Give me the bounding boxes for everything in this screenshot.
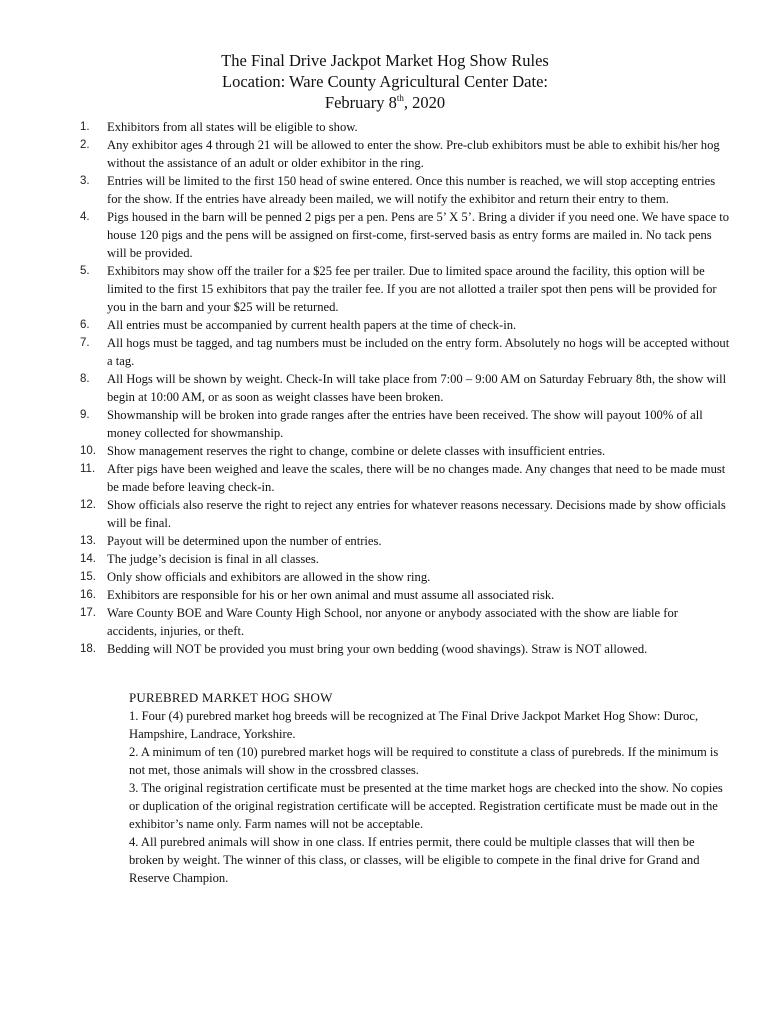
rule-text: Showmanship will be broken into grade ranges after the entries have been received. The show will payout 100% of all money collected for showmanship. [107, 408, 703, 440]
rule-number: 14. [80, 553, 96, 565]
rule-number: 17. [80, 607, 96, 619]
rule-text: Any exhibitor ages 4 through 21 will be allowed to enter the show. Pre-club exhibitors must be able to exhibit his/her hog without the assistance of an adult or older exhibitor in the ring. [107, 138, 720, 170]
title-date-month: February 8 [324, 93, 397, 112]
rule-text: Show management reserves the right to change, combine or delete classes with insufficient entries. [107, 444, 606, 458]
rule-item [0, 136, 770, 172]
rule-text: All entries must be accompanied by current health papers at the time of check-in. [107, 318, 517, 332]
rule-item [0, 568, 770, 586]
rule-item [0, 532, 770, 550]
rule-number: 1. [80, 121, 90, 133]
rule-text: Payout will be determined upon the number of entries. [107, 534, 382, 548]
purebred-section [129, 689, 729, 887]
title-date-year: , 2020 [403, 93, 446, 112]
rule-text: Bedding will NOT be provided you must bring your own bedding (wood shavings). Straw is NOT allowed. [107, 642, 648, 656]
rule-item [0, 118, 770, 136]
purebred-paragraph: 1. Four (4) purebred market hog breeds will be recognized at The Final Drive Jackpot Market Hog Show: Duroc, Hampshire, Landrace, Yorkshire. [129, 709, 699, 741]
rule-item [0, 460, 770, 496]
rule-item [0, 208, 770, 262]
purebred-paragraph: 2. A minimum of ten (10) purebred market hogs will be required to constitute a class of purebreds. If the minimum is not met, those animals will show in the crossbred classes. [129, 745, 719, 777]
rule-text: After pigs have been weighed and leave the scales, there will be no changes made. Any changes that need to be made must be made before leaving check-in. [107, 462, 726, 494]
rule-number: 2. [80, 139, 90, 151]
rule-number: 10. [80, 445, 96, 457]
rule-item [0, 172, 770, 208]
rule-item [0, 334, 770, 370]
rule-number: 12. [80, 499, 96, 511]
rule-number: 4. [80, 211, 90, 223]
rule-text: Ware County BOE and Ware County High School, nor anyone or anybody associated with the show are liable for accidents, injuries, or theft. [107, 606, 678, 638]
rule-number: 16. [80, 589, 96, 601]
rule-item [0, 496, 770, 532]
rules-list [0, 118, 770, 658]
rule-number: 8. [80, 373, 90, 385]
rule-text: Entries will be limited to the first 150 head of swine entered. Once this number is reached, we will stop accepting entries for the show. If the entries have already been mailed, we will notify the exhibitor and return their entry to them. [107, 174, 716, 206]
rule-item [0, 316, 770, 334]
rule-item [0, 406, 770, 442]
purebred-heading: PUREBRED MARKET HOG SHOW [129, 690, 333, 705]
rule-item [0, 442, 770, 460]
rule-number: 15. [80, 571, 96, 583]
purebred-paragraph: 4. All purebred animals will show in one class. If entries permit, there could be multiple classes that will then be broken by weight. The winner of this class, or classes, will be eligible to compete in the final drive for Grand and Reserve Champion. [129, 835, 700, 885]
rule-number: 9. [80, 409, 90, 421]
rule-text: Show officials also reserve the right to reject any entries for whatever reasons necessary. Decisions made by show officials will be final. [107, 498, 726, 530]
rule-item [0, 550, 770, 568]
document-title [0, 50, 770, 113]
rule-item [0, 262, 770, 316]
rule-number: 7. [80, 337, 90, 349]
rule-number: 5. [80, 265, 90, 277]
title-line-3 [0, 92, 770, 113]
rule-text: The judge’s decision is final in all classes. [107, 552, 319, 566]
rule-text: Exhibitors from all states will be eligible to show. [107, 120, 358, 134]
rule-text: Exhibitors may show off the trailer for a $25 fee per trailer. Due to limited space around the facility, this option will be limited to the first 15 exhibitors that pay the trailer fee. If you are not allotted a trailer spot then pens will be provided for you in the barn and your $25 will be returned. [107, 264, 717, 314]
rule-text: Exhibitors are responsible for his or her own animal and must assume all associated risk. [107, 588, 555, 602]
rule-item [0, 586, 770, 604]
rule-number: 6. [80, 319, 90, 331]
title-line-1: The Final Drive Jackpot Market Hog Show Rules [221, 51, 549, 70]
rule-item [0, 640, 770, 658]
rule-text: Pigs housed in the barn will be penned 2 pigs per a pen. Pens are 5’ X 5’. Bring a divider if you need one. We have space to house 120 pigs and the pens will be assigned on first-come, first-served basis as entry forms are mailed in. No tack pens will be provided. [107, 210, 730, 260]
purebred-paragraph: 3. The original registration certificate must be presented at the time market hogs are checked into the show. No copies or duplication of the original registration certificate will be accepted. Registration certificate must be made out in the exhibitor’s name only. Farm names will not be acceptable. [129, 781, 723, 831]
rule-item [0, 604, 770, 640]
title-date-suffix: th [396, 92, 404, 103]
rule-text: All Hogs will be shown by weight. Check-In will take place from 7:00 – 9:00 AM on Saturday February 8th, the show will begin at 10:00 AM, or as soon as weight classes have been broken. [107, 372, 727, 404]
rule-text: All hogs must be tagged, and tag numbers must be included on the entry form. Absolutely no hogs will be accepted without a tag. [107, 336, 730, 368]
rule-item [0, 370, 770, 406]
rule-number: 18. [80, 643, 96, 655]
rule-number: 11. [80, 463, 96, 475]
rule-text: Only show officials and exhibitors are allowed in the show ring. [107, 570, 431, 584]
title-line-2: Location: Ware County Agricultural Center Date: [222, 72, 548, 91]
rule-number: 13. [80, 535, 96, 547]
rule-number: 3. [80, 175, 90, 187]
